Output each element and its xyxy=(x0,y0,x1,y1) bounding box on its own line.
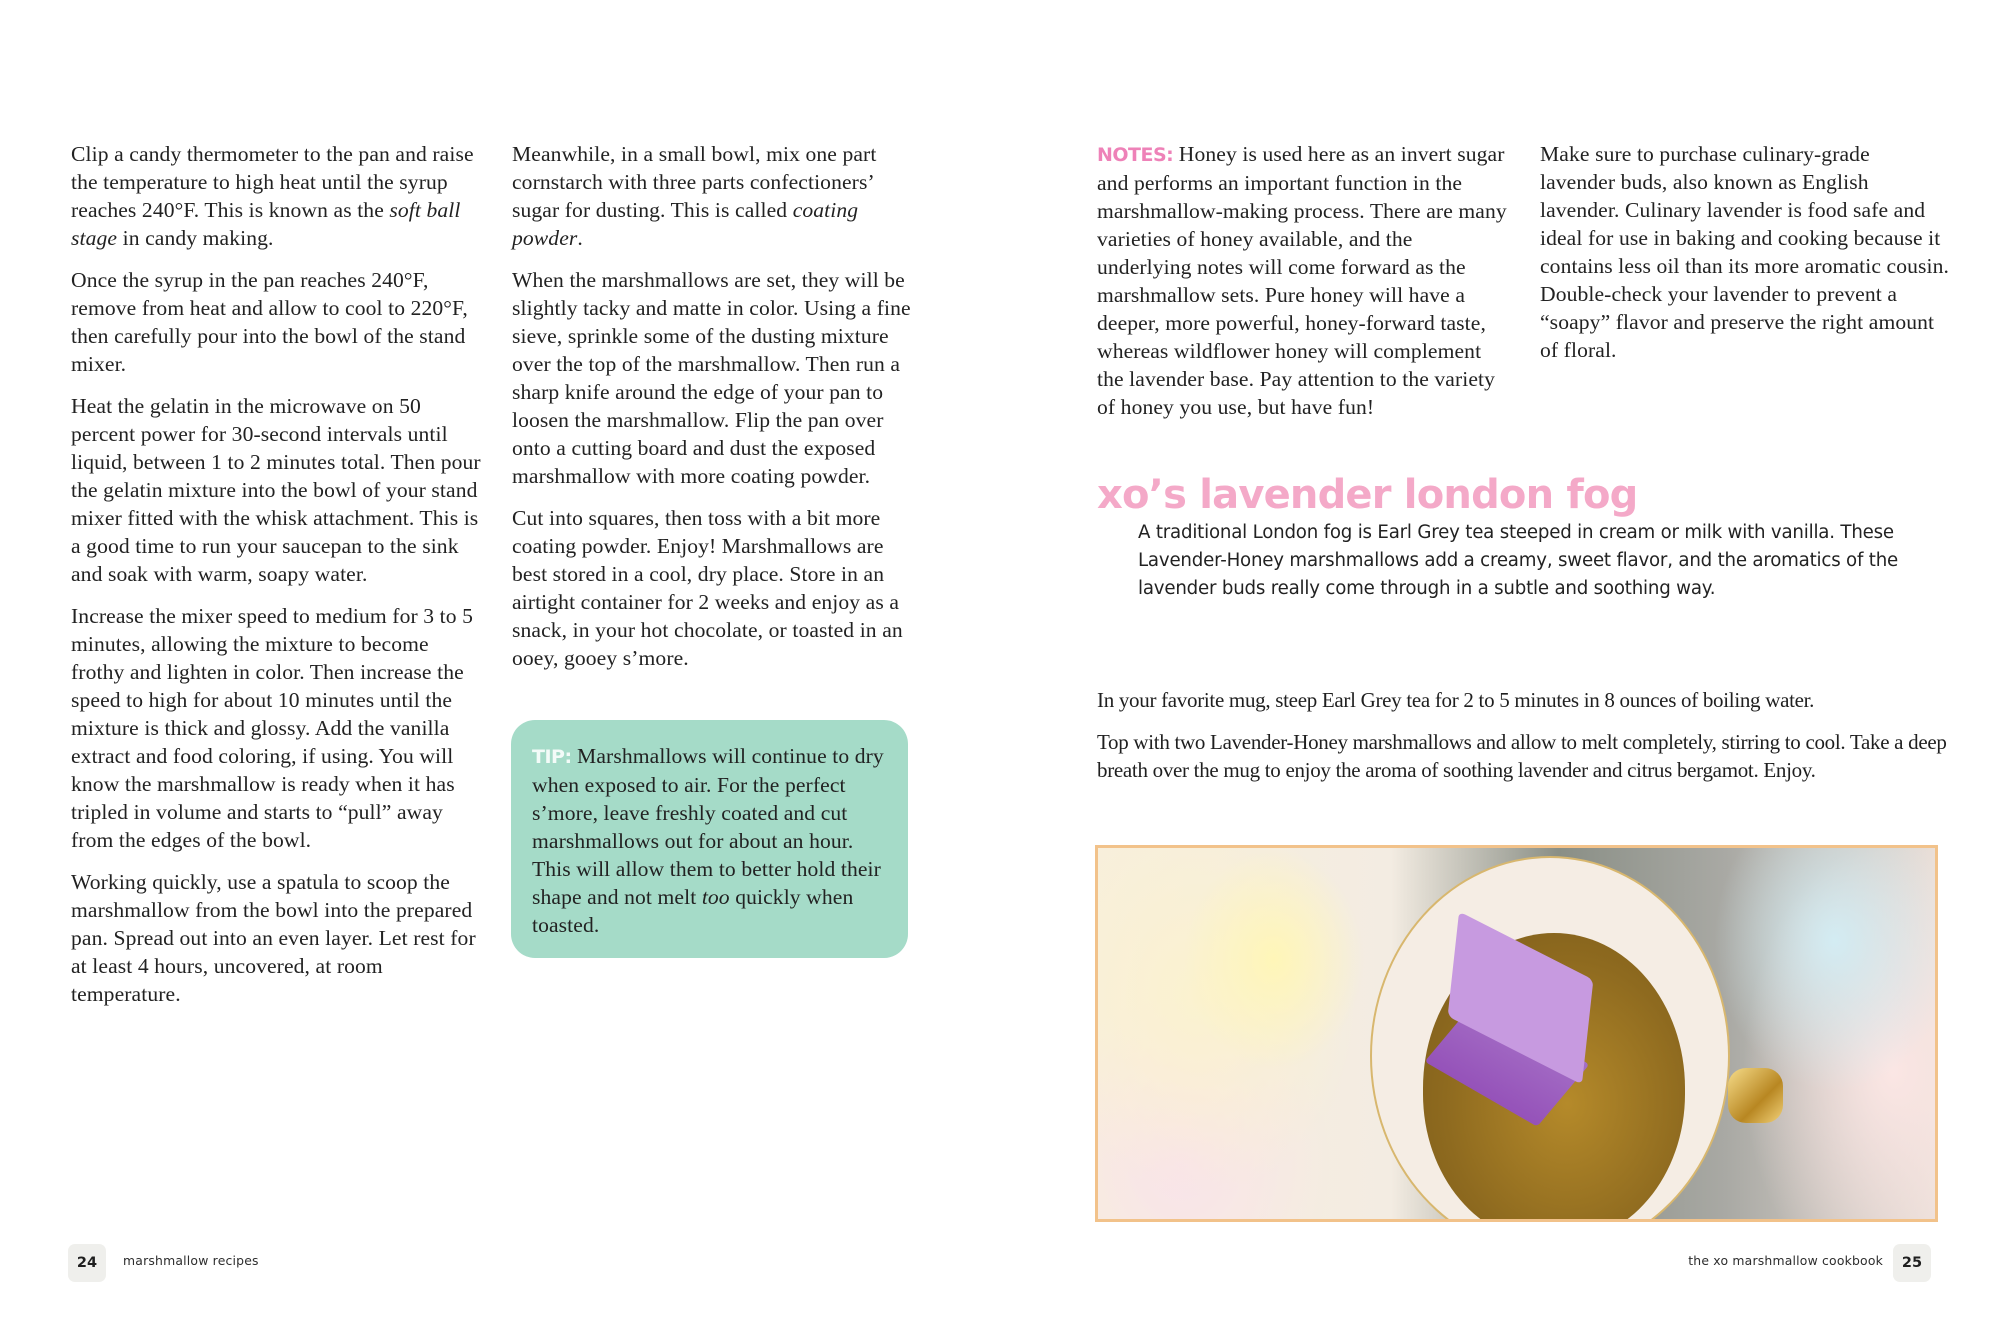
left-column-2 xyxy=(512,140,922,686)
paragraph-gelatin: Heat the gelatin in the microwave on 50 percent power for 30-second intervals until liquid, between 1 to 2 minutes total. Then pour the gelatin mixture into the bowl of your stand mixer fitted with the whisk attachment. This is a good time to run your saucepan to the sink and soak with warm, soapy water. xyxy=(71,394,481,586)
page-number-left: 24 xyxy=(68,1244,106,1282)
tea-marshmallow-photo xyxy=(1095,845,1938,1222)
running-footer-section: marshmallow recipes xyxy=(123,1253,259,1268)
recipe-steps xyxy=(1097,686,1957,798)
paragraph-thermometer: Clip a candy thermometer to the pan and raise the temperature to high heat until the syrup reaches 240°F. This is known as the soft ball stage in candy making. xyxy=(71,142,474,250)
left-column-1 xyxy=(71,140,481,1022)
recipe-title: xo’s lavender london fog xyxy=(1097,472,1638,518)
recipe-step-1: In your favorite mug, steep Earl Grey tea for 2 to 5 minutes in 8 ounces of boiling water. xyxy=(1097,688,1815,712)
running-footer-book-title: the xo marshmallow cookbook xyxy=(1688,1253,1883,1268)
notes-column xyxy=(1097,140,1507,435)
lavender-note-paragraph: Make sure to purchase culinary-grade lavender buds, also known as English lavender. Culinary lavender is food safe and ideal for use in baking and cooking because it contains less oil than its more aromatic cousin. Double-check your lavender to prevent a “soapy” flavor and preserve the right amount of floral. xyxy=(1540,142,1949,362)
paragraph-mixer-speed: Increase the mixer speed to medium for 3 to 5 minutes, allowing the mixture to become frothy and lighten in color. Then increase the speed to high for about 10 minutes until the mixture is thick and glossy. Add the vanilla extract and food coloring, if using. You will know the marshmallow is ready when it has tripled in volume and starts to “pull” away from the edges of the bowl. xyxy=(71,604,474,852)
paragraph-cool-syrup: Once the syrup in the pan reaches 240°F, remove from heat and allow to cool to 220°F, then carefully pour into the bowl of the stand mixer. xyxy=(71,268,468,376)
page-number-right: 25 xyxy=(1893,1244,1931,1282)
teacup-gold-handle xyxy=(1728,1068,1783,1123)
notes-paragraph: NOTES: Honey is used here as an invert sugar and performs an important function in the marshmallow-making process. There are many varieties of honey available, and the underlying notes will come forward as the marshmallow sets. Pure honey will have a deeper, more powerful, honey-forward taste, whereas wildflower honey will complement the lavender base. Pay attention to the variety of honey you use, but have fun! xyxy=(1097,142,1507,419)
recipe-intro: A traditional London fog is Earl Grey tea steeped in cream or milk with vanilla. These Lavender-Honey marshmallows add a creamy, sweet flavor, and the aromatics of the lavender buds really come through in a subtle and soothing way. xyxy=(1138,522,1899,599)
tip-callout-box: TIP: Marshmallows will continue to dry when exposed to air. For the perfect s’more, leave freshly coated and cut marshmallows out for about an hour. This will allow them to better hold their shape and not melt too quickly when toasted. xyxy=(511,720,908,958)
paragraph-set-marshmallows: When the marshmallows are set, they will be slightly tacky and matte in color. Using a fine sieve, sprinkle some of the dusting mixture over the top of the marshmallow. Then run a sharp knife around the edge of your pan to loosen the marshmallow. Flip the pan over onto a cutting board and dust the exposed marshmallow with more coating powder. xyxy=(512,268,911,488)
recipe-step-2: Top with two Lavender-Honey marshmallows and allow to melt completely, stirring to cool. Take a deep breath over the mug to enjoy the aroma of soothing lavender and citrus bergamot. Enjoy. xyxy=(1097,730,1947,782)
tip-label: TIP: xyxy=(532,746,572,768)
paragraph-coating-powder: Meanwhile, in a small bowl, mix one part cornstarch with three parts confectioners’ sugar for dusting. This is called coating powder. xyxy=(512,142,877,250)
paragraph-spread: Working quickly, use a spatula to scoop the marshmallow from the bowl into the prepared pan. Spread out into an even layer. Let rest for at least 4 hours, uncovered, at room temperature. xyxy=(71,870,476,1006)
notes-continued-column xyxy=(1540,140,1950,378)
paragraph-cut-squares: Cut into squares, then toss with a bit more coating powder. Enjoy! Marshmallows are best stored in a cool, dry place. Store in an airtight container for 2 weeks and enjoy as a snack, in your hot chocolate, or toasted in an ooey, gooey s’more. xyxy=(512,506,903,670)
notes-label: NOTES: xyxy=(1097,144,1174,166)
